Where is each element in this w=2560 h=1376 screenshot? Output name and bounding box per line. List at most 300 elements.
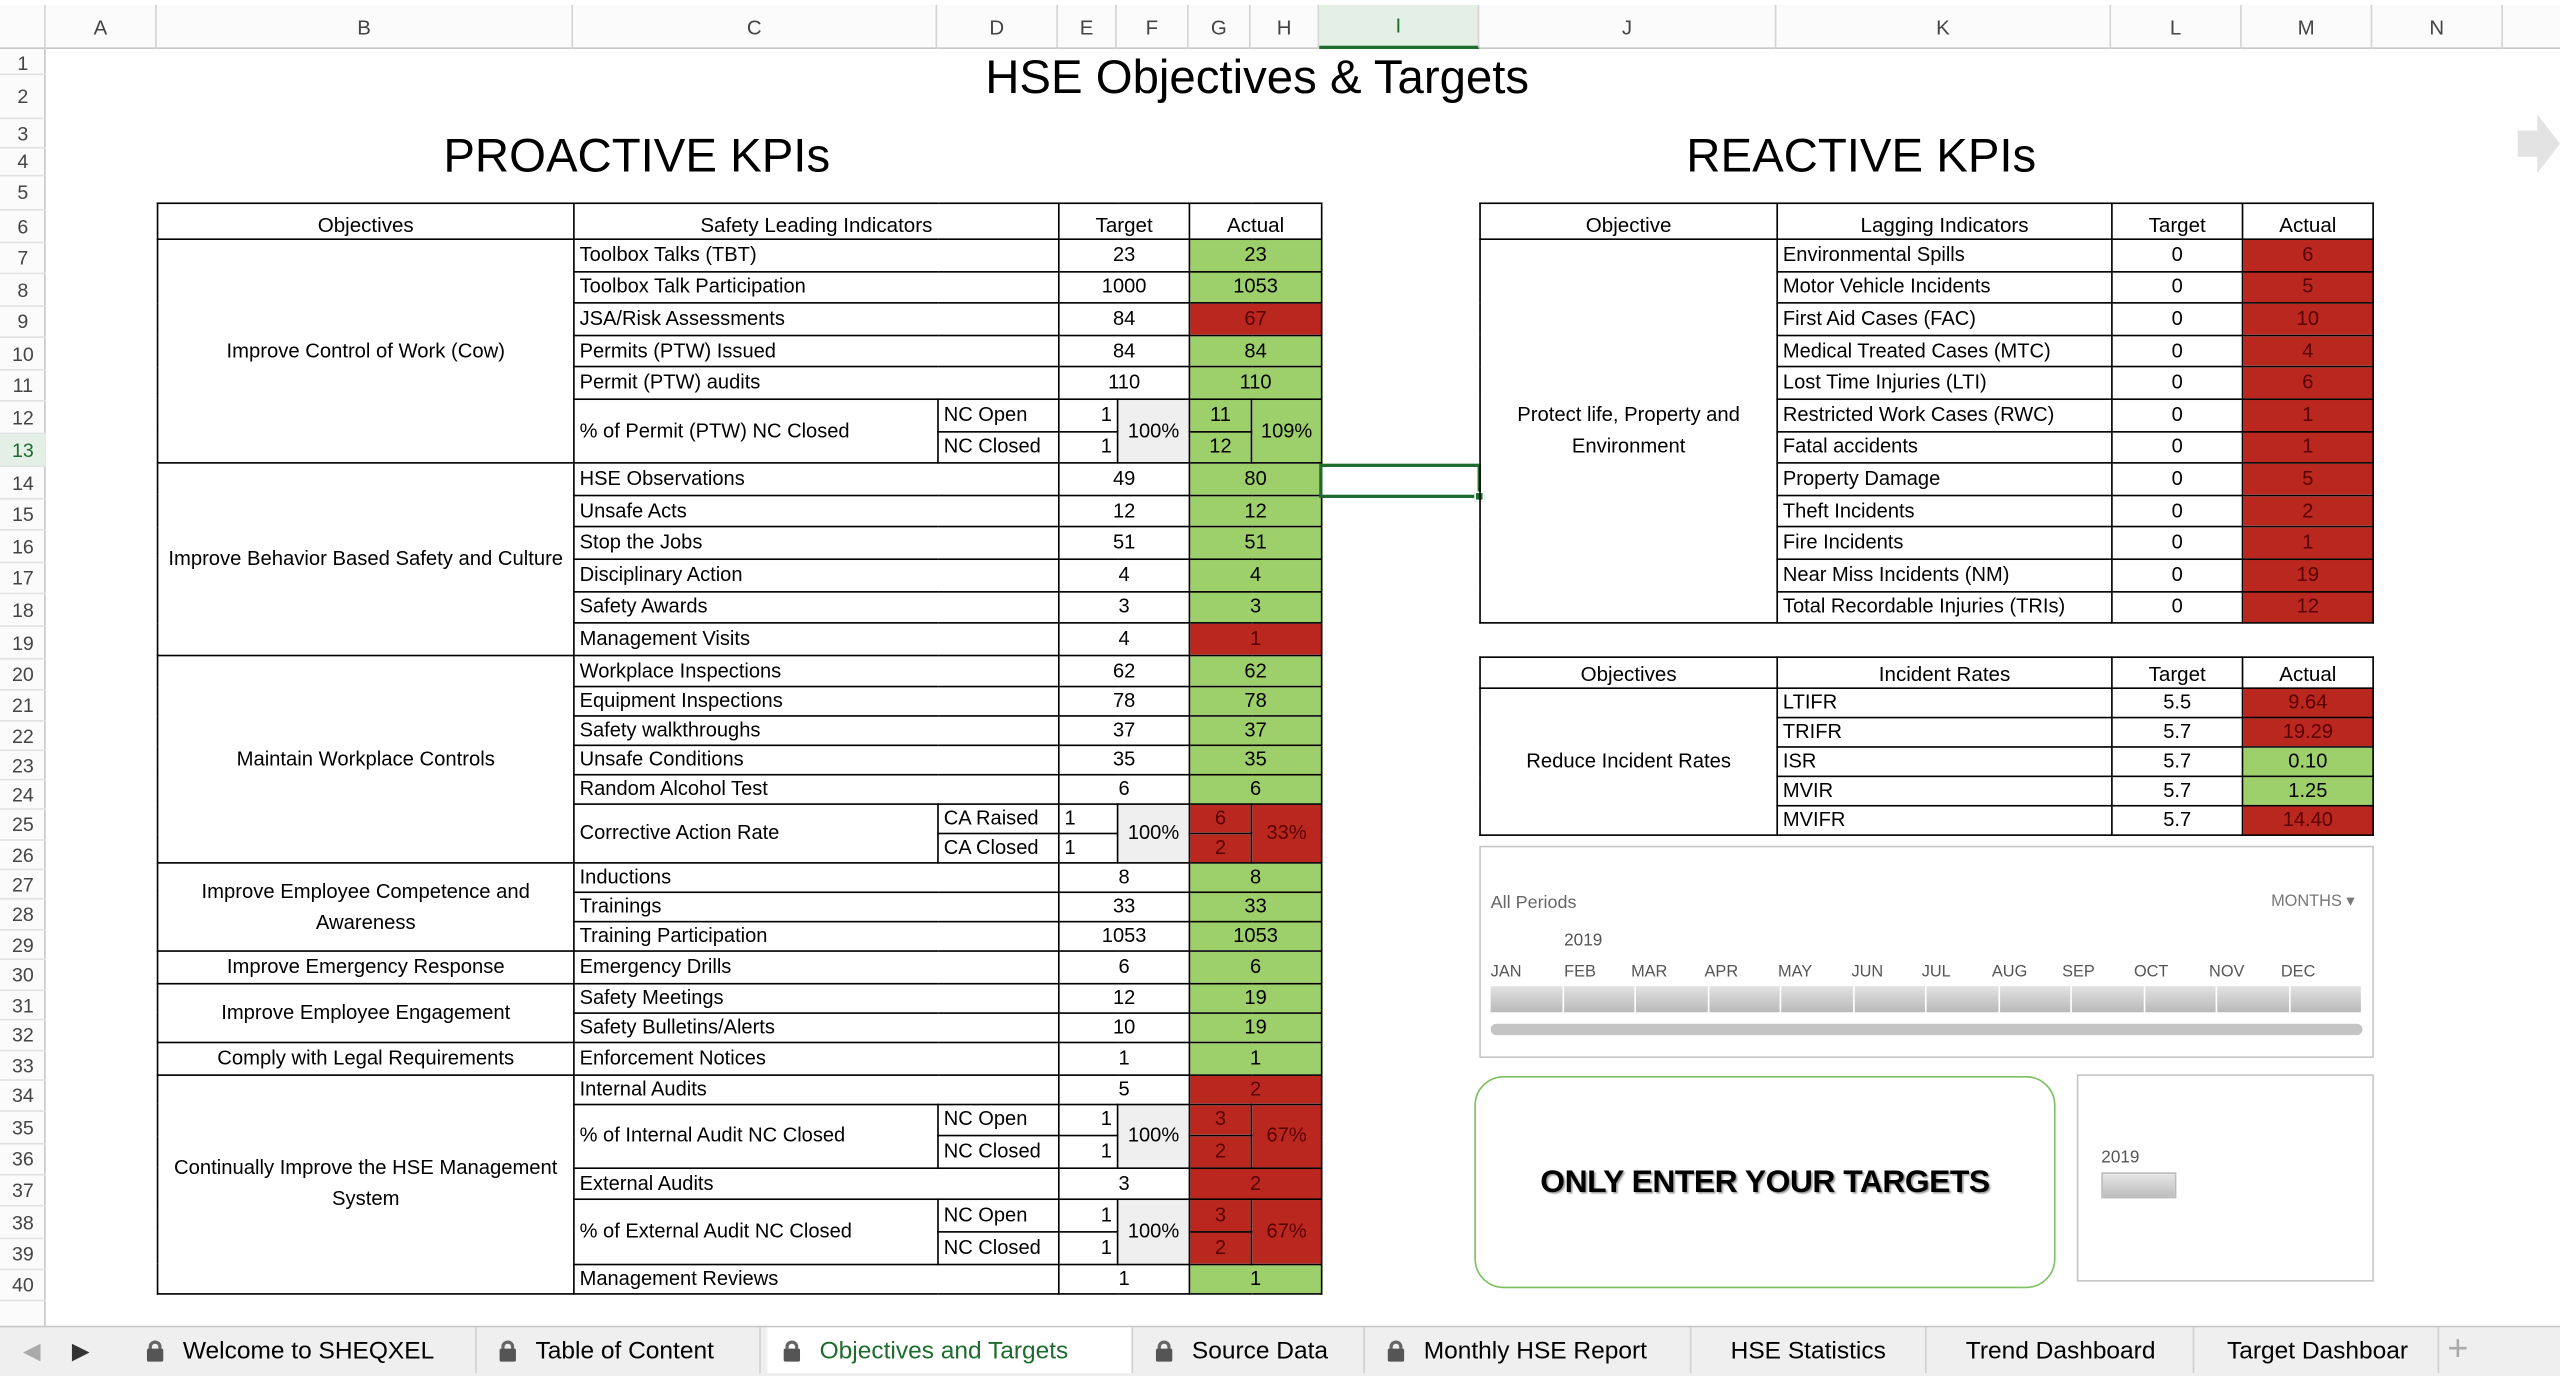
target-cell[interactable]: 5.7 [2112, 776, 2243, 805]
timeline-month-bar[interactable] [2217, 986, 2288, 1012]
lock-icon [147, 1340, 163, 1361]
target-cell[interactable]: 37 [1059, 716, 1190, 745]
actual-cell[interactable]: 6 [2243, 239, 2374, 271]
timeline-month-bar[interactable] [2145, 986, 2216, 1012]
actual-cell[interactable]: 0.10 [2243, 747, 2374, 776]
target-cell[interactable]: 0 [2112, 271, 2243, 303]
indicator-label[interactable]: JSA/Risk Assessments [574, 303, 1059, 335]
actual-cell[interactable]: 67 [1189, 303, 1321, 335]
target-cell[interactable]: 1 [1059, 1104, 1118, 1136]
actual-percent: 67% [1251, 1104, 1321, 1168]
row-header-37[interactable]: 37 [0, 1176, 46, 1207]
row-header-20[interactable]: 20 [0, 660, 46, 691]
indicator-label[interactable]: Toolbox Talks (TBT) [574, 239, 1059, 271]
target-cell[interactable]: 0 [2112, 495, 2243, 527]
row-header-22[interactable]: 22 [0, 722, 46, 751]
nc-open-label: NC Open [938, 399, 1059, 431]
indicator-label[interactable]: Motor Vehicle Incidents [1777, 271, 2112, 303]
timeline-month-label: MAY [1778, 963, 1813, 982]
timeline-month-bar[interactable] [1491, 986, 1562, 1012]
target-percent: 100% [1118, 1200, 1190, 1264]
sheet-tab[interactable] [131, 1327, 477, 1373]
actual-cell[interactable]: 84 [1189, 335, 1321, 367]
target-cell[interactable]: 5 [1059, 1074, 1190, 1103]
nc-closed-label: NC Closed [938, 1232, 1059, 1264]
timeline-month-bar[interactable] [1563, 986, 1634, 1012]
indicator-label[interactable]: % of Internal Audit NC Closed [574, 1104, 938, 1168]
actual-cell[interactable]: 12 [1189, 431, 1251, 463]
lock-icon [1156, 1340, 1172, 1361]
target-cell[interactable]: 5.7 [2112, 747, 2243, 776]
timeline-year: 2019 [1564, 930, 1603, 951]
target-cell[interactable]: 1 [1059, 399, 1118, 431]
actual-cell[interactable]: 12 [2243, 591, 2374, 623]
row-header-17[interactable]: 17 [0, 563, 46, 594]
actual-cell[interactable]: 3 [1189, 1200, 1251, 1232]
target-cell[interactable]: 0 [2112, 367, 2243, 399]
actual-cell[interactable]: 2 [2243, 495, 2374, 527]
indicator-label[interactable]: Permit (PTW) audits [574, 367, 1059, 399]
actual-cell[interactable]: 1053 [1189, 271, 1321, 303]
row-header-30[interactable]: 30 [0, 960, 46, 991]
target-cell[interactable]: 78 [1059, 687, 1190, 716]
sheet-tab[interactable] [1371, 1327, 1691, 1373]
target-cell[interactable]: 1 [1059, 1200, 1118, 1232]
target-cell[interactable]: 1053 [1059, 922, 1190, 951]
target-header: Target [2112, 203, 2243, 239]
target-cell[interactable]: 5.7 [2112, 718, 2243, 747]
indicator-label[interactable]: Toolbox Talk Participation [574, 271, 1059, 303]
nc-closed-label: NC Closed [938, 431, 1059, 463]
row-header-8[interactable]: 8 [0, 274, 46, 307]
actual-cell[interactable]: 1 [1189, 1264, 1321, 1293]
row-header-5[interactable]: 5 [0, 176, 46, 210]
row-header-9[interactable]: 9 [0, 307, 46, 338]
row-header-2[interactable]: 2 [0, 75, 46, 119]
actual-cell[interactable]: 80 [1189, 463, 1321, 495]
row-header-28[interactable]: 28 [0, 900, 46, 931]
col-header-f[interactable]: F [1117, 5, 1189, 49]
timeline-month-bar[interactable] [1781, 986, 1852, 1012]
row-header-3[interactable]: 3 [0, 119, 46, 148]
target-cell[interactable]: 62 [1059, 655, 1190, 687]
col-header-i[interactable]: I [1319, 5, 1479, 49]
col-header-g[interactable]: G [1189, 5, 1251, 49]
row-header-19[interactable]: 19 [0, 627, 46, 660]
target-cell[interactable]: 0 [2112, 591, 2243, 623]
actual-cell[interactable]: 3 [1189, 1104, 1251, 1136]
target-cell[interactable]: 1 [1059, 1264, 1190, 1293]
ca-raised-label: CA Raised [938, 805, 1059, 834]
row-header-18[interactable]: 18 [0, 594, 46, 627]
target-cell[interactable]: 6 [1059, 952, 1190, 984]
actual-cell[interactable]: 1 [2243, 527, 2374, 559]
indicator-label[interactable]: Safety Meetings [574, 984, 1059, 1013]
timeline-month-bar[interactable] [2072, 986, 2143, 1012]
add-sheet-icon[interactable]: + [2447, 1327, 2469, 1369]
target-percent: 100% [1118, 1104, 1190, 1168]
leading-indicators-header: Safety Leading Indicators [574, 203, 1059, 239]
indicator-label[interactable]: Workplace Inspections [574, 655, 1059, 687]
rate-label[interactable]: TRIFR [1777, 718, 2112, 747]
actual-cell[interactable]: 78 [1189, 687, 1321, 716]
objective-emergency-response[interactable]: Improve Emergency Response [158, 952, 574, 984]
target-cell[interactable]: 0 [2112, 399, 2243, 431]
target-cell[interactable]: 0 [2112, 239, 2243, 271]
sheet-tab[interactable] [483, 1327, 761, 1373]
col-header-l[interactable]: L [2111, 5, 2242, 49]
target-cell[interactable]: 0 [2112, 559, 2243, 591]
row-header-40[interactable]: 40 [0, 1270, 46, 1301]
tab-scroll-left-icon[interactable]: ◀ [22, 1337, 41, 1364]
row-header-4[interactable]: 4 [0, 149, 46, 177]
row-header-32[interactable]: 32 [0, 1020, 46, 1051]
row-header-31[interactable]: 31 [0, 991, 46, 1020]
rate-label[interactable]: LTIFR [1777, 688, 2112, 717]
actual-cell[interactable]: 8 [1189, 863, 1321, 892]
target-header: Target [1059, 203, 1190, 239]
column-header-bar [0, 5, 2560, 49]
timeline-month-bar[interactable] [2290, 986, 2361, 1012]
target-cell[interactable]: 35 [1059, 746, 1190, 775]
timeline-month-label: JAN [1490, 963, 1522, 982]
timeline-month-label: OCT [2133, 963, 2169, 982]
row-header-34[interactable]: 34 [0, 1081, 46, 1112]
indicator-label[interactable]: Management Reviews [574, 1264, 1059, 1293]
target-cell[interactable]: 4 [1059, 623, 1190, 655]
row-header-1[interactable]: 1 [0, 52, 46, 75]
timeline-month-bar[interactable] [1709, 986, 1780, 1012]
target-cell[interactable]: 23 [1059, 239, 1190, 271]
target-cell[interactable]: 1000 [1059, 271, 1190, 303]
actual-cell[interactable]: 6 [2243, 367, 2374, 399]
sheet-tab-label: Monthly HSE Report [1423, 1336, 1647, 1365]
target-cell[interactable]: 0 [2112, 463, 2243, 495]
timeline-month-bar[interactable] [1636, 986, 1707, 1012]
row-header-23[interactable]: 23 [0, 751, 46, 780]
indicator-label[interactable]: HSE Observations [574, 463, 1059, 495]
actual-cell[interactable]: 19 [2243, 559, 2374, 591]
incident-rates-header: Incident Rates [1777, 657, 2112, 688]
tab-scroll-right-icon[interactable]: ▶ [71, 1337, 90, 1364]
row-header-36[interactable]: 36 [0, 1145, 46, 1176]
row-header-11[interactable]: 11 [0, 371, 46, 402]
col-header-e[interactable]: E [1058, 5, 1117, 49]
actual-cell[interactable]: 1.25 [2243, 776, 2374, 805]
indicator-label[interactable]: Enforcement Notices [574, 1042, 1059, 1074]
year-slicer[interactable] [2077, 1074, 2374, 1281]
objective-employee-engagement[interactable]: Improve Employee Engagement [158, 984, 574, 1043]
actual-cell[interactable]: 12 [1189, 495, 1321, 527]
target-cell[interactable]: 1 [1059, 834, 1118, 863]
objective-control-of-work[interactable]: Improve Control of Work (Cow) [158, 239, 574, 463]
objectives-header: Objectives [158, 203, 574, 239]
target-cell[interactable]: 1 [1059, 431, 1118, 463]
indicator-label[interactable]: Unsafe Conditions [574, 746, 1059, 775]
indicator-label[interactable]: Total Recordable Injuries (TRIs) [1777, 591, 2112, 623]
row-header-bar [0, 49, 46, 1326]
row-header-21[interactable]: 21 [0, 691, 46, 722]
actual-cell[interactable]: 33 [1189, 893, 1321, 922]
actual-cell[interactable]: 6 [1189, 952, 1321, 984]
objective-workplace-controls[interactable]: Maintain Workplace Controls [158, 655, 574, 863]
target-cell[interactable]: 3 [1059, 591, 1190, 623]
target-cell[interactable]: 33 [1059, 893, 1190, 922]
indicator-label[interactable]: Disciplinary Action [574, 559, 1059, 591]
indicator-label[interactable]: Safety Bulletins/Alerts [574, 1013, 1059, 1042]
actual-cell[interactable]: 2 [1189, 834, 1251, 863]
sheet-tab[interactable] [1140, 1327, 1365, 1373]
lock-icon [784, 1340, 800, 1361]
col-header-a[interactable]: A [46, 5, 157, 49]
row-header-38[interactable]: 38 [0, 1207, 46, 1240]
chevron-down-icon: ▾ [2346, 893, 2355, 912]
actual-cell[interactable]: 5 [2243, 463, 2374, 495]
timeline-scrollbar[interactable] [1491, 1024, 2363, 1035]
target-cell[interactable]: 49 [1059, 463, 1190, 495]
sheet-tab[interactable] [2194, 1327, 2439, 1373]
sheet-tab-label: HSE Statistics [1730, 1336, 1886, 1365]
target-cell[interactable]: 0 [2112, 527, 2243, 559]
target-cell[interactable]: 1 [1059, 805, 1118, 834]
target-cell[interactable]: 12 [1059, 984, 1190, 1013]
actual-cell[interactable]: 19 [1189, 984, 1321, 1013]
objective-header: Objective [1480, 203, 1777, 239]
target-cell[interactable]: 0 [2112, 335, 2243, 367]
reactive-kpi-table [1479, 202, 2374, 623]
indicator-label[interactable]: Management Visits [574, 623, 1059, 655]
timeline-month-bar[interactable] [1999, 986, 2070, 1012]
actual-cell[interactable]: 23 [1189, 239, 1321, 271]
row-header-25[interactable]: 25 [0, 810, 46, 841]
actual-cell[interactable]: 11 [1189, 399, 1251, 431]
actual-cell[interactable]: 10 [2243, 303, 2374, 335]
actual-cell[interactable]: 35 [1189, 746, 1321, 775]
select-all-corner[interactable] [0, 5, 46, 49]
target-cell[interactable]: 0 [2112, 303, 2243, 335]
page-title: HSE Objectives & Targets [985, 52, 1530, 105]
indicator-label[interactable]: Near Miss Incidents (NM) [1777, 559, 2112, 591]
row-header-15[interactable]: 15 [0, 500, 46, 531]
sheet-tab[interactable] [767, 1327, 1133, 1373]
row-header-13[interactable]: 13 [0, 434, 46, 467]
scroll-right-arrow-icon[interactable] [2518, 114, 2560, 173]
actual-cell[interactable]: 19.29 [2243, 718, 2374, 747]
timeline-month-label: AUG [1991, 963, 2028, 982]
timeline-month-labels [1491, 963, 2363, 986]
indicator-label[interactable]: Lost Time Injuries (LTI) [1777, 367, 2112, 399]
target-cell[interactable]: 5.7 [2112, 806, 2243, 835]
indicator-label[interactable]: Internal Audits [574, 1074, 1059, 1103]
indicator-label[interactable]: Random Alcohol Test [574, 775, 1059, 804]
target-cell[interactable]: 10 [1059, 1013, 1190, 1042]
indicator-label[interactable]: Trainings [574, 893, 1059, 922]
col-header-j[interactable]: J [1479, 5, 1776, 49]
target-cell[interactable]: 6 [1059, 775, 1190, 804]
indicator-label[interactable]: % of External Audit NC Closed [574, 1200, 938, 1264]
col-header-n[interactable]: N [2372, 5, 2503, 49]
indicator-label[interactable]: Training Participation [574, 922, 1059, 951]
sheet-tab-label: Objectives and Targets [819, 1336, 1069, 1365]
notice-box [1474, 1076, 2055, 1288]
sheet-tab-bar [0, 1326, 2560, 1376]
timeline-month-label: SEP [2062, 963, 2095, 982]
actual-cell[interactable]: 2 [1189, 1168, 1321, 1200]
rate-label[interactable]: MVIFR [1777, 806, 2112, 835]
target-header: Target [2112, 657, 2243, 688]
indicator-label[interactable]: Fatal accidents [1777, 431, 2112, 463]
indicator-label[interactable]: Equipment Inspections [574, 687, 1059, 716]
actual-cell[interactable]: 110 [1189, 367, 1321, 399]
objective-employee-competence[interactable]: Improve Employee Competence and Awareness [158, 863, 574, 951]
indicator-label[interactable]: Safety walkthroughs [574, 716, 1059, 745]
nc-open-label: NC Open [938, 1104, 1059, 1136]
timeline-month-label: NOV [2209, 963, 2245, 982]
actual-cell[interactable]: 19 [1189, 1013, 1321, 1042]
timeline-month-bar[interactable] [1854, 986, 1925, 1012]
indicator-label[interactable]: Fire Incidents [1777, 527, 2112, 559]
col-header-h[interactable]: H [1251, 5, 1320, 49]
timeline-month-label: APR [1704, 963, 1739, 982]
actual-cell[interactable]: 9.64 [2243, 688, 2374, 717]
indicator-label[interactable]: Unsafe Acts [574, 495, 1059, 527]
actual-cell[interactable]: 4 [2243, 335, 2374, 367]
sheet-tab[interactable] [1698, 1327, 1927, 1373]
sheet-tab-label: Target Dashboar [2227, 1336, 2409, 1365]
col-header-c[interactable]: C [573, 5, 937, 49]
actual-cell[interactable]: 14.40 [2243, 806, 2374, 835]
target-cell[interactable]: 4 [1059, 559, 1190, 591]
indicator-label[interactable]: % of Permit (PTW) NC Closed [574, 399, 938, 463]
actual-cell[interactable]: 2 [1189, 1232, 1251, 1264]
timeline-month-bars[interactable] [1491, 986, 2363, 1012]
timeline-slicer[interactable] [1479, 846, 2374, 1058]
actual-cell[interactable]: 6 [1189, 805, 1251, 834]
target-cell[interactable]: 3 [1059, 1168, 1190, 1200]
sheet-tab[interactable] [1933, 1327, 2194, 1373]
target-cell[interactable]: 0 [2112, 431, 2243, 463]
row-header-27[interactable]: 27 [0, 870, 46, 899]
target-cell[interactable]: 8 [1059, 863, 1190, 892]
col-header-m[interactable]: M [2242, 5, 2373, 49]
actual-cell[interactable]: 1 [2243, 399, 2374, 431]
actual-cell[interactable]: 1053 [1189, 922, 1321, 951]
row-header-39[interactable]: 39 [0, 1239, 46, 1270]
actual-cell[interactable]: 2 [1189, 1136, 1251, 1168]
target-percent: 100% [1118, 399, 1190, 463]
objective-behavior-based-safety[interactable]: Improve Behavior Based Safety and Culture [158, 463, 574, 655]
indicator-label[interactable]: Environmental Spills [1777, 239, 2112, 271]
target-cell[interactable]: 12 [1059, 495, 1190, 527]
actual-cell[interactable]: 3 [1189, 591, 1321, 623]
proactive-title: PROACTIVE KPIs [443, 130, 831, 183]
actual-cell[interactable]: 4 [1189, 559, 1321, 591]
lagging-indicators-header: Lagging Indicators [1777, 203, 2112, 239]
rate-label[interactable]: ISR [1777, 747, 2112, 776]
target-cell[interactable]: 51 [1059, 527, 1190, 559]
actual-cell[interactable]: 1 [1189, 623, 1321, 655]
target-cell[interactable]: 84 [1059, 335, 1190, 367]
objective-reduce-incident-rates[interactable]: Reduce Incident Rates [1480, 688, 1777, 835]
objective-hse-management-system[interactable]: Continually Improve the HSE Management System [158, 1074, 574, 1293]
nc-open-label: NC Open [938, 1200, 1059, 1232]
actual-header: Actual [2243, 657, 2374, 688]
indicator-label[interactable]: Restricted Work Cases (RWC) [1777, 399, 2112, 431]
row-header-6[interactable]: 6 [0, 211, 46, 244]
row-header-33[interactable]: 33 [0, 1051, 46, 1080]
target-cell[interactable]: 5.5 [2112, 688, 2243, 717]
target-cell[interactable]: 1 [1059, 1232, 1118, 1264]
indicator-label[interactable]: Medical Treated Cases (MTC) [1777, 335, 2112, 367]
target-cell[interactable]: 84 [1059, 303, 1190, 335]
col-header-k[interactable]: K [1776, 5, 2111, 49]
row-header-29[interactable]: 29 [0, 931, 46, 960]
objective-protect-life[interactable]: Protect life, Property and Environment [1480, 239, 1777, 623]
indicator-label[interactable]: External Audits [574, 1168, 1059, 1200]
active-cell-selection[interactable] [1319, 464, 1481, 498]
objective-legal-compliance[interactable]: Comply with Legal Requirements [158, 1042, 574, 1074]
row-header-16[interactable]: 16 [0, 531, 46, 564]
actual-cell[interactable]: 62 [1189, 655, 1321, 687]
row-header-24[interactable]: 24 [0, 780, 46, 809]
year-slicer-label: 2019 [2101, 1147, 2140, 1168]
reactive-title: REACTIVE KPIs [1686, 130, 2037, 183]
timeline-month-label: JUL [1921, 963, 1951, 982]
actual-cell[interactable]: 37 [1189, 716, 1321, 745]
col-header-b[interactable]: B [157, 5, 573, 49]
col-header-d[interactable]: D [937, 5, 1058, 49]
sheet-tab-label: Table of Content [535, 1336, 714, 1365]
lock-icon [1388, 1340, 1404, 1361]
target-cell[interactable]: 1 [1059, 1042, 1190, 1074]
indicator-label[interactable]: Emergency Drills [574, 952, 1059, 984]
actual-cell[interactable]: 2 [1189, 1074, 1321, 1103]
actual-cell[interactable]: 6 [1189, 775, 1321, 804]
actual-cell[interactable]: 51 [1189, 527, 1321, 559]
row-header-12[interactable]: 12 [0, 402, 46, 435]
indicator-label[interactable]: First Aid Cases (FAC) [1777, 303, 2112, 335]
actual-header: Actual [1189, 203, 1321, 239]
target-cell[interactable]: 1 [1059, 1136, 1118, 1168]
proactive-kpi-table [157, 202, 1323, 1293]
target-cell[interactable]: 110 [1059, 367, 1190, 399]
actual-percent: 67% [1251, 1200, 1321, 1264]
row-header-10[interactable]: 10 [0, 338, 46, 371]
year-slicer-button[interactable] [2101, 1172, 2176, 1198]
row-header-7[interactable]: 7 [0, 243, 46, 274]
row-header-35[interactable]: 35 [0, 1112, 46, 1145]
actual-percent: 33% [1251, 805, 1321, 864]
timeline-level-label: MONTHS [2271, 893, 2342, 912]
sheet-tab-label: Trend Dashboard [1965, 1336, 2156, 1365]
indicator-label[interactable]: Theft Incidents [1777, 495, 2112, 527]
indicator-label[interactable]: Corrective Action Rate [574, 805, 938, 864]
sheet-tab-label: Welcome to SHEQXEL [182, 1336, 435, 1365]
row-header-26[interactable]: 26 [0, 841, 46, 870]
actual-cell[interactable]: 1 [2243, 431, 2374, 463]
timeline-month-bar[interactable] [1927, 986, 1998, 1012]
timeline-level-dropdown[interactable] [2271, 893, 2355, 911]
indicator-label[interactable]: Stop the Jobs [574, 527, 1059, 559]
actual-cell[interactable]: 5 [2243, 271, 2374, 303]
rate-label[interactable]: MVIR [1777, 776, 2112, 805]
indicator-label[interactable]: Safety Awards [574, 591, 1059, 623]
indicator-label[interactable]: Property Damage [1777, 463, 2112, 495]
actual-cell[interactable]: 1 [1189, 1042, 1321, 1074]
row-header-14[interactable]: 14 [0, 467, 46, 500]
indicator-label[interactable]: Permits (PTW) Issued [574, 335, 1059, 367]
indicator-label[interactable]: Inductions [574, 863, 1059, 892]
